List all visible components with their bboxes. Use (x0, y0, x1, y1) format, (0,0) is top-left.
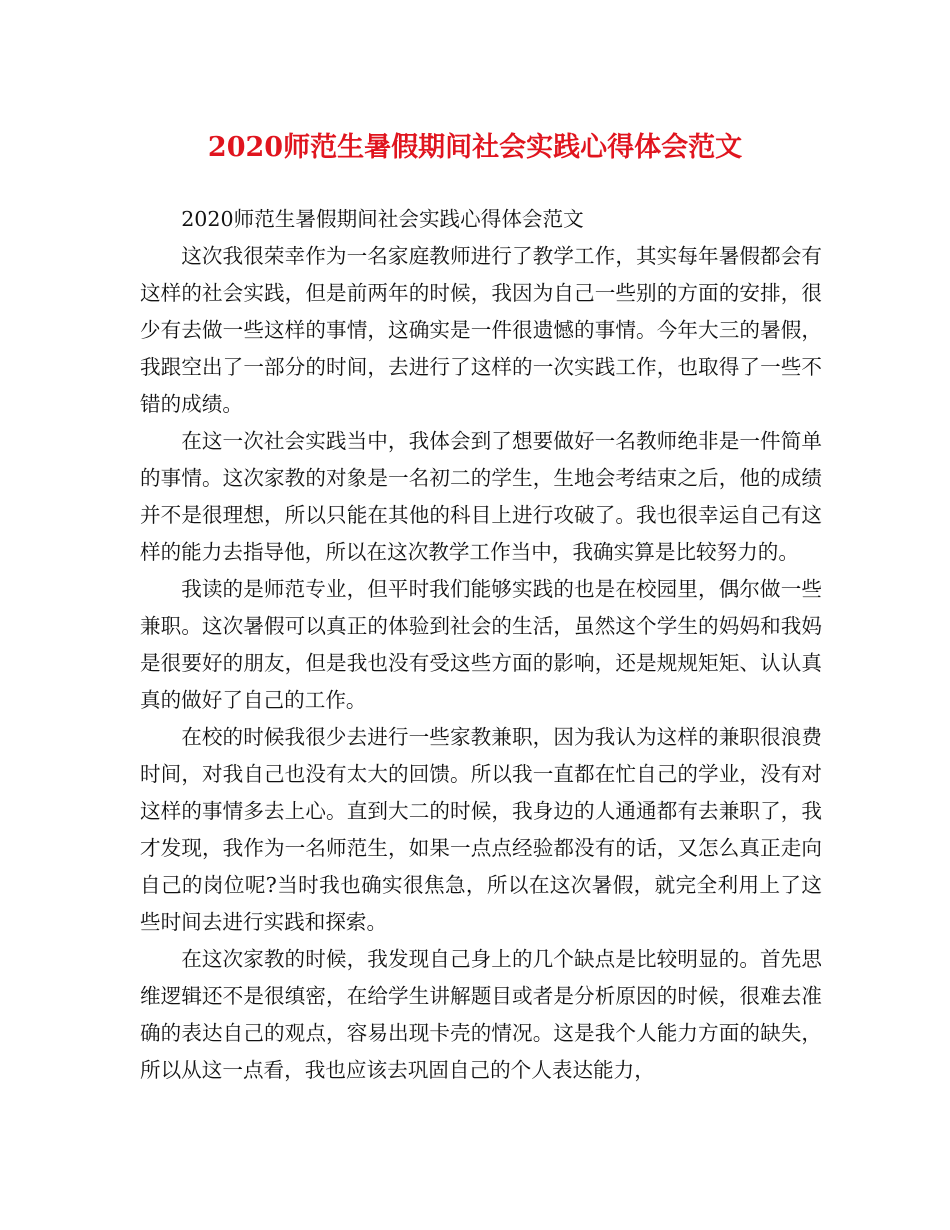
paragraph: 在这一次社会实践当中，我体会到了想要做好一名教师绝非是一件简单的事情。这次家教的对象是一名初二的学生，生地会考结束之后，他的成绩并不是很理想，所以只能在其他的科目上进行攻破了。我也很幸运自己有这样的能力去指导他，所以在这次教学工作当中，我确实算是比较努力的。 (140, 429, 822, 564)
paragraph: 在这次家教的时候，我发现自己身上的几个缺点是比较明显的。首先思维逻辑还不是很缜密，在给学生讲解题目或者是分析原因的时候，很难去准确的表达自己的观点，容易出现卡壳的情况。这是我个人能力方面的缺失，所以从这一点看，我也应该去巩固自己的个人表达能力， (140, 947, 822, 1082)
document-title: 2020师范生暑假期间社会实践心得体会范文 (207, 132, 743, 163)
paragraph: 在校的时候我很少去进行一些家教兼职，因为我认为这样的兼职很浪费时间，对我自己也没有太大的回馈。所以我一直都在忙自己的学业，没有对这样的事情多去上心。直到大二的时候，我身边的人通通都有去兼职了，我才发现，我作为一名师范生，如果一点点经验都没有的话，又怎么真正走向自己的岗位呢?当时我也确实很焦急，所以在这次暑假，就完全利用上了这些时间去进行实践和探索。 (140, 725, 822, 934)
paragraph-subtitle: 2020师范生暑假期间社会实践心得体会范文 (181, 207, 584, 231)
document-body (140, 201, 822, 1089)
paragraph: 这次我很荣幸作为一名家庭教师进行了教学工作，其实每年暑假都会有这样的社会实践，但是前两年的时候，我因为自己一些别的方面的安排，很少有去做一些这样的事情，这确实是一件很遗憾的事情。今年大三的暑假，我跟空出了一部分的时间，去进行了这样的一次实践工作，也取得了一些不错的成绩。 (140, 244, 822, 416)
paragraph: 我读的是师范专业，但平时我们能够实践的也是在校园里，偶尔做一些兼职。这次暑假可以真正的体验到社会的生活，虽然这个学生的妈妈和我妈是很要好的朋友，但是我也没有受这些方面的影响，还是规规矩矩、认认真真的做好了自己的工作。 (140, 577, 822, 712)
